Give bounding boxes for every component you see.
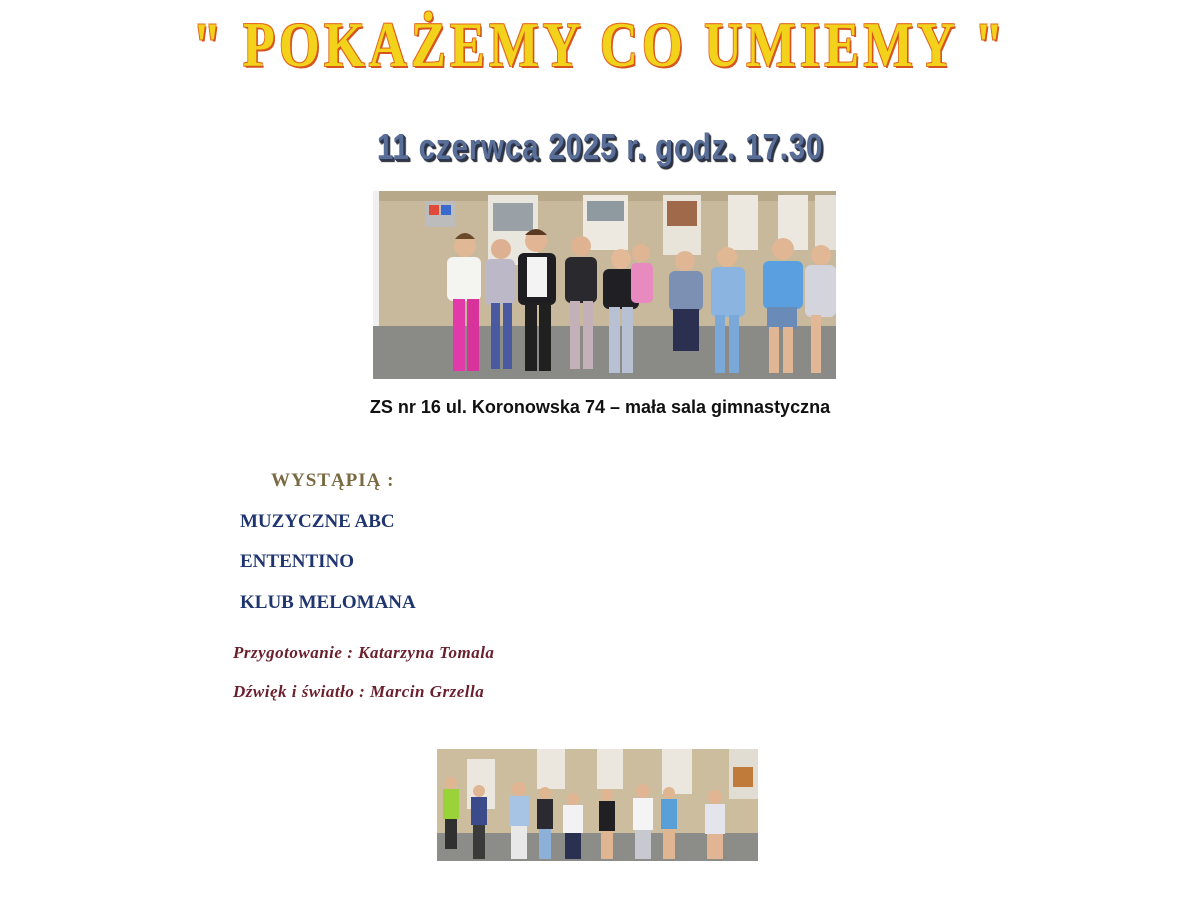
event-date-time: 11 czerwca 2025 r. godz. 17.30 bbox=[376, 126, 824, 167]
performers-heading: WYSTĄPIĄ : bbox=[271, 470, 395, 491]
group-ententino: ENTENTINO bbox=[240, 551, 355, 572]
poster-title: " POKAŻEMY CO UMIEMY " bbox=[192, 9, 1008, 80]
group-muzyczne-abc: MUZYCZNE ABC bbox=[240, 511, 395, 532]
performance-photo-bottom bbox=[437, 749, 758, 861]
group-klub-melomana: KLUB MELOMANA bbox=[240, 592, 416, 613]
credit-preparation: Przygotowanie : Katarzyna Tomala bbox=[233, 643, 495, 662]
performance-photo-top bbox=[373, 191, 836, 379]
venue-address: ZS nr 16 ul. Koronowska 74 – mała sala gimnastyczna bbox=[369, 397, 831, 417]
credit-sound-light: Dźwięk i światło : Marcin Grzella bbox=[233, 682, 485, 701]
